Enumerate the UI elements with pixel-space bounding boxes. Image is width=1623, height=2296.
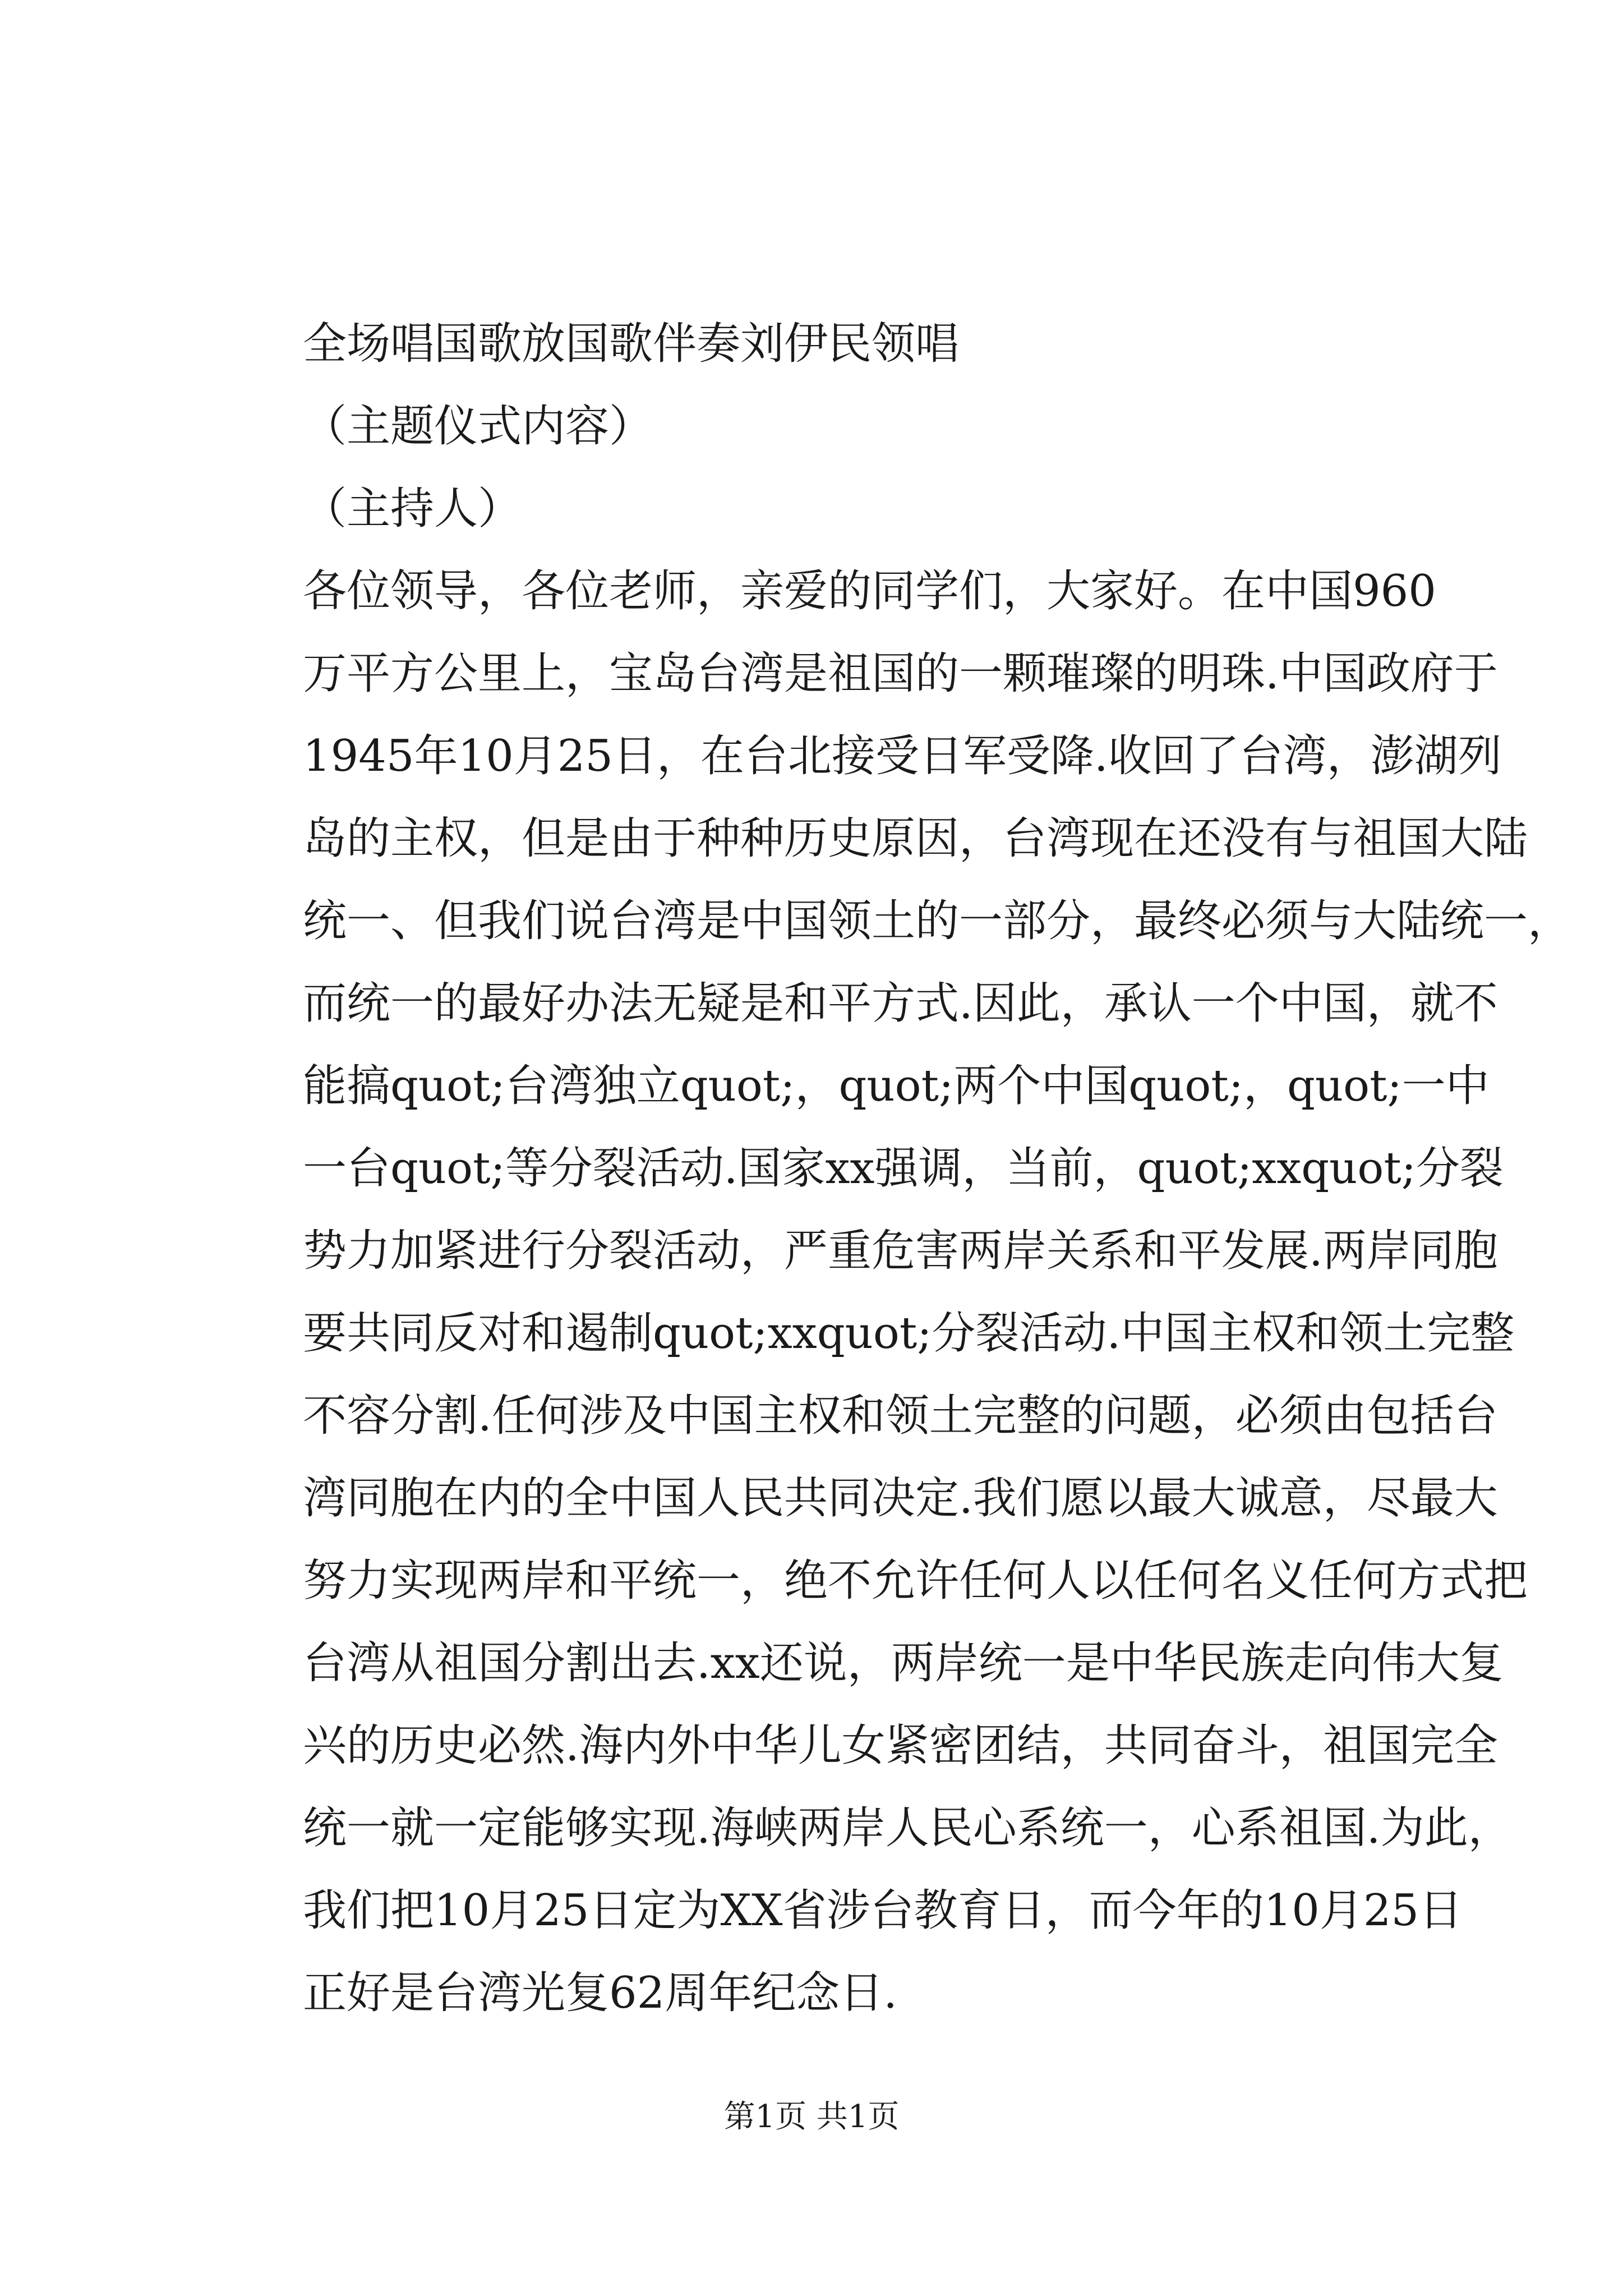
paragraph-line: 统一、但我们说台湾是中国领土的一部分，最终必须与大陆统一， (303, 896, 1572, 946)
heading-line-ceremony: （主题仪式内容） (303, 401, 653, 452)
paragraph-line: 正好是台湾光复62周年纪念日. (303, 1968, 898, 2018)
paragraph-line: 兴的历史必然.海内外中华儿女紧密团结，共同奋斗，祖国完全 (303, 1720, 1498, 1771)
paragraph-line: 不容分割.任何涉及中国主权和领土完整的问题，必须由包括台 (303, 1391, 1498, 1441)
paragraph-line: 岛的主权，但是由于种种历史原因，台湾现在还没有与祖国大陆 (303, 813, 1528, 864)
paragraph-line: 能搞quot;台湾独立quot;，quot;两个中国quot;，quot;一中 (303, 1061, 1490, 1111)
paragraph-line: 台湾从祖国分割出去.xx还说，两岸统一是中华民族走向伟大复 (303, 1638, 1504, 1688)
page-footer: 第1页 共1页 (723, 2099, 900, 2135)
heading-line-host: （主持人） (303, 484, 522, 534)
paragraph-line: 我们把10月25日定为XX省涉台教育日，而今年的10月25日 (303, 1885, 1463, 1936)
paragraph-line: 统一就一定能够实现.海峡两岸人民心系统一，心系祖国.为此， (303, 1803, 1512, 1853)
paragraph-line: 而统一的最好办法无疑是和平方式.因此，承认一个中国，就不 (303, 978, 1498, 1029)
document-body (303, 303, 1572, 2035)
paragraph-line: 要共同反对和遏制quot;xxquot;分裂活动.中国主权和领土完整 (303, 1308, 1515, 1359)
paragraph-line: 万平方公里上，宝岛台湾是祖国的一颗璀璨的明珠.中国政府于 (303, 648, 1498, 699)
paragraph-line: 一台quot;等分裂活动.国家xx强调，当前，quot;xxquot;分裂 (303, 1143, 1504, 1194)
paragraph-line: 湾同胞在内的全中国人民共同决定.我们愿以最大诚意，尽最大 (303, 1473, 1498, 1524)
paragraph-line: 各位领导，各位老师，亲爱的同学们，大家好。在中国960 (303, 566, 1436, 616)
paragraph-line: 1945年10月25日，在台北接受日军受降.收回了台湾，澎湖列 (303, 731, 1502, 781)
heading-line-anthem: 全场唱国歌放国歌伴奏刘伊民领唱 (303, 319, 960, 369)
paragraph-line: 势力加紧进行分裂活动，严重危害两岸关系和平发展.两岸同胞 (303, 1226, 1498, 1276)
paragraph-line: 努力实现两岸和平统一，绝不允许任何人以任何名义任何方式把 (303, 1556, 1528, 1606)
